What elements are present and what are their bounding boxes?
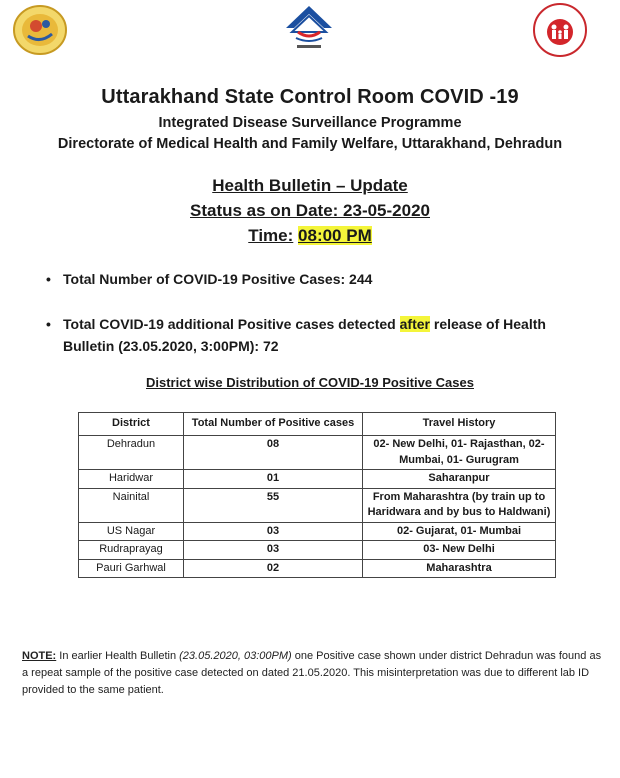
idsp-logo-icon [12, 4, 68, 56]
after-highlight: after [399, 316, 430, 332]
bulletin-time [0, 226, 620, 246]
table-row [79, 522, 556, 541]
table-row [79, 436, 556, 470]
uttarakhand-logo-icon [282, 2, 336, 52]
bullet-dot-icon: • [46, 316, 51, 332]
cases-cell: 01 [184, 470, 363, 489]
cases-cell: 02 [184, 559, 363, 578]
column-header: Total Number of Positive cases [184, 413, 363, 436]
district-cases-table [78, 412, 556, 578]
directorate-subtitle: Directorate of Medical Health and Family Welfare, Uttarakhand, Dehradun [57, 136, 563, 152]
cases-cell: 03 [184, 522, 363, 541]
cases-cell: 55 [184, 488, 363, 522]
district-cell: US Nagar [79, 522, 184, 541]
district-cell: Pauri Garhwal [79, 559, 184, 578]
table-row [79, 470, 556, 489]
travel-cell: 03- New Delhi [363, 541, 556, 560]
column-header: Travel History [363, 413, 556, 436]
status-date: Status as on Date: 23-05-2020 [190, 201, 430, 220]
table-row [79, 559, 556, 578]
district-cell: Haridwar [79, 470, 184, 489]
programme-subtitle: Integrated Disease Surveillance Programme [158, 115, 462, 131]
table-header-row [79, 413, 556, 436]
total-cases-bullet [46, 268, 586, 290]
total-cases-text: Total Number of COVID-19 Positive Cases: 244 [63, 271, 373, 287]
table-row [79, 488, 556, 522]
district-cell: Dehradun [79, 436, 184, 470]
district-table-heading: District wise Distribution of COVID-19 Positive Cases [146, 375, 474, 390]
note-italic-date: (23.05.2020, 03:00PM) [179, 650, 292, 662]
travel-cell: Maharashtra [363, 559, 556, 578]
district-cell: Rudraprayag [79, 541, 184, 560]
travel-cell: Saharanpur [363, 470, 556, 489]
column-header: District [79, 413, 184, 436]
national-health-mission-logo-icon [528, 2, 592, 58]
time-value: 08:00 PM [298, 226, 372, 245]
page-title: Uttarakhand State Control Room COVID -19 [101, 86, 519, 108]
bulletin-heading: Health Bulletin – Update [212, 176, 408, 195]
district-cell: Nainital [79, 488, 184, 522]
time-label: Time: [248, 226, 294, 245]
cases-cell: 08 [184, 436, 363, 470]
note-label: NOTE: [22, 650, 57, 662]
bullet-dot-icon: • [46, 271, 51, 287]
travel-cell: From Maharashtra (by train up to Haridwara and by bus to Haldwani) [363, 488, 556, 522]
table-row [79, 541, 556, 560]
additional-cases-bullet [46, 313, 586, 357]
additional-cases-text: Total COVID-19 additional Positive cases detected after release of Health Bulletin (23.05.2020, 3:00PM): 72 [63, 316, 546, 354]
travel-cell: 02- Gujarat, 01- Mumbai [363, 522, 556, 541]
travel-cell: 02- New Delhi, 01- Rajasthan, 02- Mumbai, 01- Gurugram [363, 436, 556, 470]
cases-cell: 03 [184, 541, 363, 560]
bulletin-note: NOTE: In earlier Health Bulletin (23.05.2020, 03:00PM) one Positive case shown under district Dehradun was found as a repeat sample of the positive case detected on dated 21.05.2020. This misinterpretation was due to different lab ID provided to the same patient. [22, 650, 602, 696]
